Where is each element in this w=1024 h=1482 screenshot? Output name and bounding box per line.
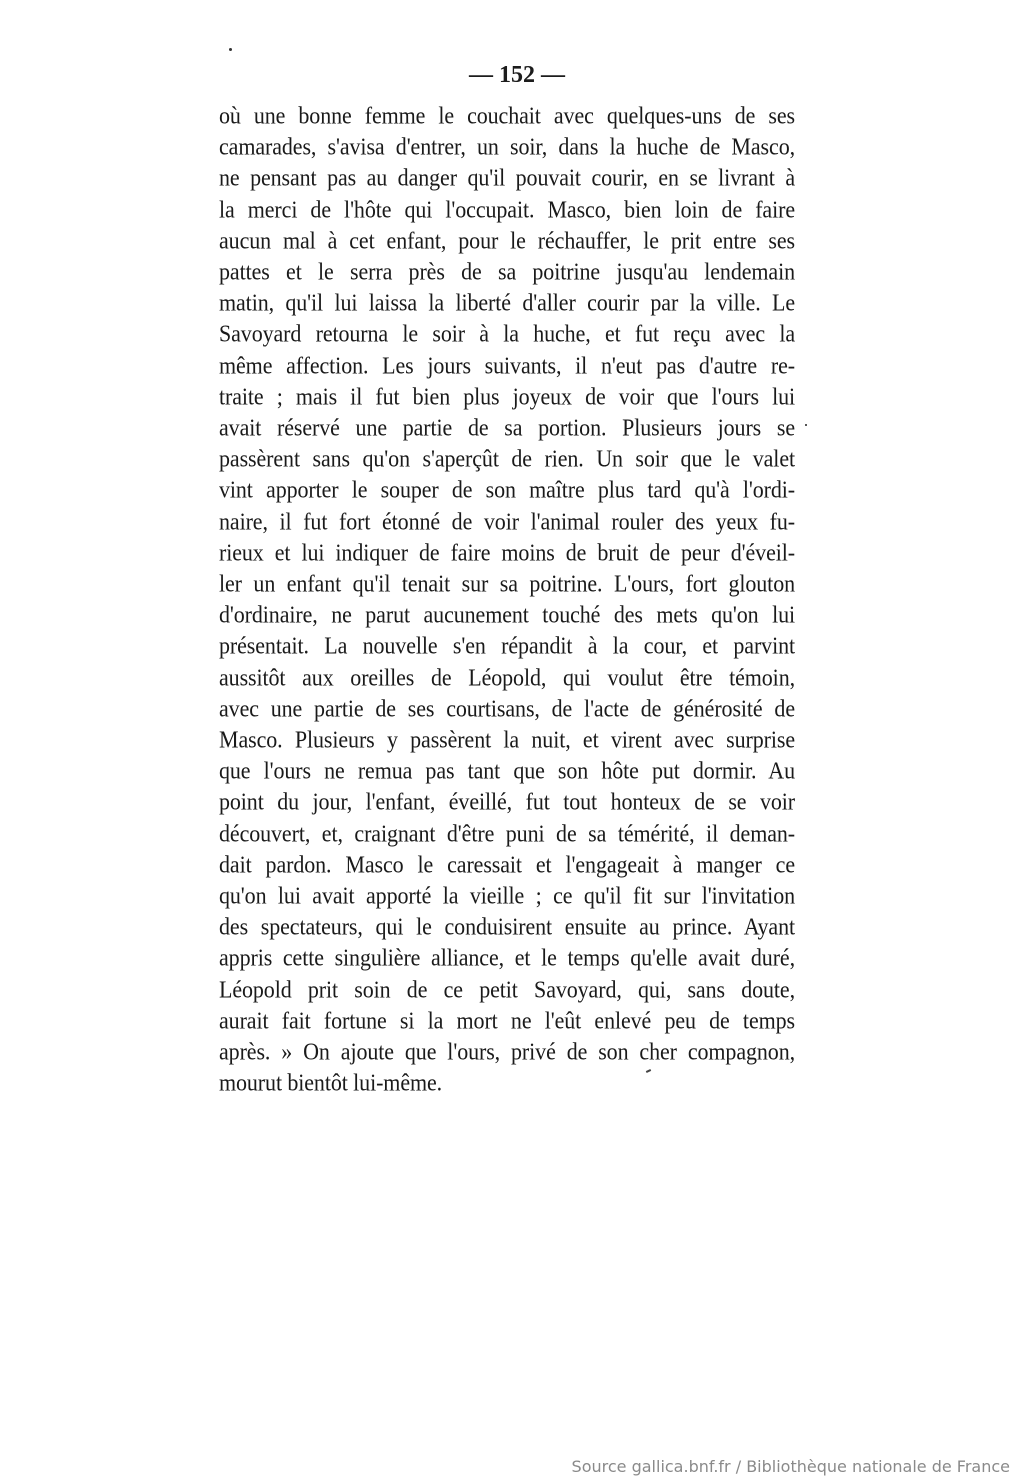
text-line: découvert, et, craignant d'être puni de sa témérité, il deman- <box>219 819 795 847</box>
text-line: Masco. Plusieurs y passèrent la nuit, et virent avec surprise <box>219 726 795 754</box>
text-line: Savoyard retourna le soir à la huche, et fut reçu avec la <box>219 320 795 348</box>
text-line: matin, qu'il lui laissa la liberté d'aller courir par la ville. Le <box>219 289 795 317</box>
text-line: ler un enfant qu'il tenait sur sa poitrine. L'ours, fort glouton <box>219 570 795 598</box>
text-line: passèrent sans qu'on s'aperçût de rien. Un soir que le valet <box>219 445 795 473</box>
source-credit: Source gallica.bnf.fr / Bibliothèque nationale de France <box>571 1457 1010 1476</box>
text-line: que l'ours ne remua pas tant que son hôte put dormir. Au <box>219 757 795 785</box>
ink-speck <box>229 48 232 51</box>
text-line: des spectateurs, qui le conduisirent ensuite au prince. Ayant <box>219 913 795 941</box>
page-number <box>0 62 1024 89</box>
text-line: ne pensant pas au danger qu'il pouvait courir, en se livrant à <box>219 164 795 192</box>
text-line: qu'on lui avait apporté la vieille ; ce qu'il fit sur l'invitation <box>219 882 795 910</box>
page-number-text: — 152 — <box>469 62 565 88</box>
text-line: d'ordinaire, ne parut aucunement touché des mets qu'on lui <box>219 601 795 629</box>
text-line: naire, il fut fort étonné de voir l'animal rouler des yeux fu- <box>219 507 795 535</box>
text-line: dait pardon. Masco le caressait et l'engageait à manger ce <box>219 850 795 878</box>
text-line: aurait fait fortune si la mort ne l'eût enlevé peu de temps <box>219 1006 795 1034</box>
text-line: point du jour, l'enfant, éveillé, fut tout honteux de se voir <box>219 788 795 816</box>
text-line: aucun mal à cet enfant, pour le réchauffer, le prit entre ses <box>219 226 795 254</box>
text-line: rieux et lui indiquer de faire moins de bruit de peur d'éveil- <box>219 538 795 566</box>
text-line: traite ; mais il fut bien plus joyeux de voir que l'ours lui <box>219 382 795 410</box>
text-line: aussitôt aux oreilles de Léopold, qui voulut être témoin, <box>219 663 795 691</box>
text-line: même affection. Les jours suivants, il n'eut pas d'autre re- <box>219 351 795 379</box>
text-line: mourut bientôt lui-même. <box>219 1069 443 1097</box>
text-line: pattes et le serra près de sa poitrine jusqu'au lendemain <box>219 258 795 286</box>
text-line: vint apporter le souper de son maître plus tard qu'à l'ordi- <box>219 476 795 504</box>
text-line: présentait. La nouvelle s'en répandit à la cour, et parvint <box>219 632 795 660</box>
text-line: avec une partie de ses courtisans, de l'acte de générosité de <box>219 694 795 722</box>
text-line: camarades, s'avisa d'entrer, un soir, dans la huche de Masco, <box>219 133 795 161</box>
ink-speck <box>805 424 807 426</box>
text-line: appris cette singulière alliance, et le temps qu'elle avait duré, <box>219 944 795 972</box>
text-line: la merci de l'hôte qui l'occupait. Masco, bien loin de faire <box>219 195 795 223</box>
body-text <box>219 100 795 1099</box>
text-line: où une bonne femme le couchait avec quelques-uns de ses <box>219 101 795 129</box>
text-line: avait réservé une partie de sa portion. Plusieurs jours se <box>219 414 795 442</box>
text-line: après. » On ajoute que l'ours, privé de son cher compagnon, <box>219 1038 795 1066</box>
text-line: Léopold prit soin de ce petit Savoyard, qui, sans doute, <box>219 975 795 1003</box>
